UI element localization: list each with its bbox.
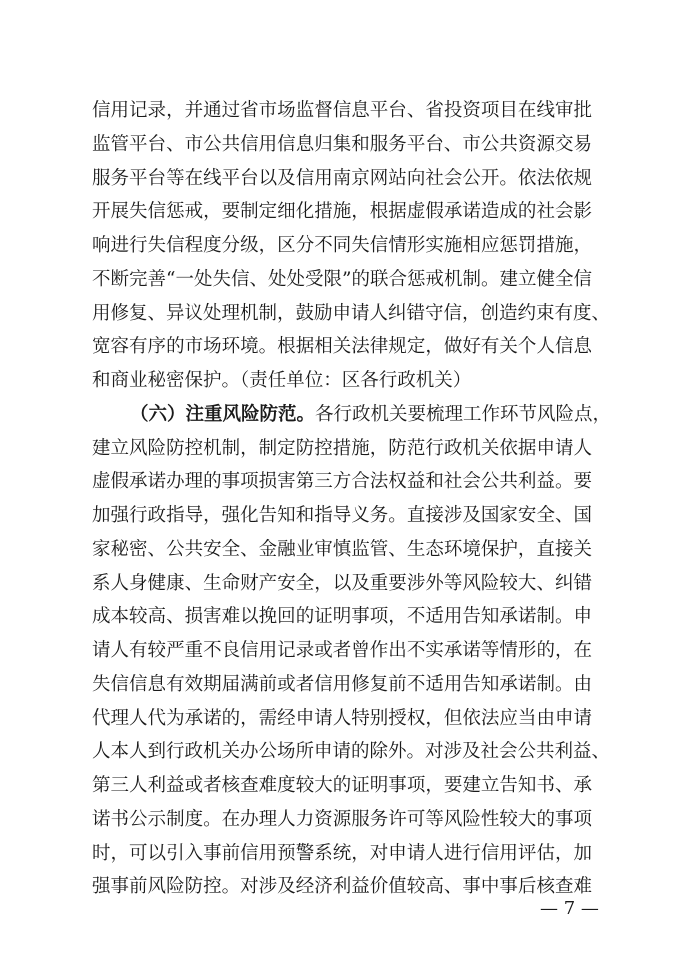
text-line: 虚假承诺办理的事项损害第三方合法权益和社会公共利益。要 xyxy=(92,471,592,492)
text-line: 响进行失信程度分级，区分不同失信情形实施相应惩罚措施， xyxy=(92,235,592,256)
text-line: 成本较高、损害难以挽回的证明事项，不适用告知承诺制。申 xyxy=(92,606,592,627)
text-line: 宽容有序的市场环境。根据相关法律规定，做好有关个人信息 xyxy=(92,336,592,357)
text-line: 第三人利益或者核查难度较大的证明事项，要建立告知书、承 xyxy=(92,775,592,796)
text-line: 和商业秘密保护。（责任单位：区各行政机关） xyxy=(92,370,472,391)
text-line: 诺书公示制度。在办理人力资源服务许可等风险性较大的事项 xyxy=(92,809,592,830)
section-paragraph-start xyxy=(130,403,612,427)
text-line: 家秘密、公共安全、金融业审慎监管、生态环境保护，直接关 xyxy=(92,539,592,560)
text-line: 建立风险防控机制，制定防控措施，防范行政机关依据申请人 xyxy=(92,438,592,459)
text-line: 时，可以引入事前信用预警系统，对申请人进行信用评估，加 xyxy=(92,843,592,864)
text-line: 加强行政指导，强化告知和指导义务。直接涉及国家安全、国 xyxy=(92,505,592,526)
text-line: 监管平台、市公共信用信息归集和服务平台、市公共资源交易 xyxy=(92,134,592,155)
text-line: 系人身健康、生命财产安全，以及重要涉外等风险较大、纠错 xyxy=(92,573,592,594)
text-line: 人本人到行政机关办公场所申请的除外。对涉及社会公共利益、 xyxy=(92,741,611,762)
text-line: 用修复、异议处理机制，鼓励申请人纠错守信，创造约束有度、 xyxy=(92,303,611,324)
text-line: 强事前风险防控。对涉及经济利益价值较高、事中事后核查难 xyxy=(92,876,592,897)
page-number: — 7 — xyxy=(540,898,599,919)
text-line: 不断完善“一处失信、处处受限”的联合惩戒机制。建立健全信 xyxy=(92,269,592,290)
text-line: 失信信息有效期届满前或者信用修复前不适用告知承诺制。由 xyxy=(92,674,592,695)
section-heading: （六）注重风险防范。 xyxy=(130,404,316,425)
text-run: 各行政机关要梳理工作环节风险点， xyxy=(315,404,612,425)
text-line: 请人有较严重不良信用记录或者曾作出不实承诺等情形的，在 xyxy=(92,640,592,661)
text-line: 信用记录，并通过省市场监督信息平台、省投资项目在线审批 xyxy=(92,100,592,121)
text-line: 开展失信惩戒，要制定细化措施，根据虚假承诺造成的社会影 xyxy=(92,201,592,222)
text-line: 代理人代为承诺的，需经申请人特别授权，但依法应当由申请 xyxy=(92,708,592,729)
text-line: 服务平台等在线平台以及信用南京网站向社会公开。依法依规 xyxy=(92,168,592,189)
